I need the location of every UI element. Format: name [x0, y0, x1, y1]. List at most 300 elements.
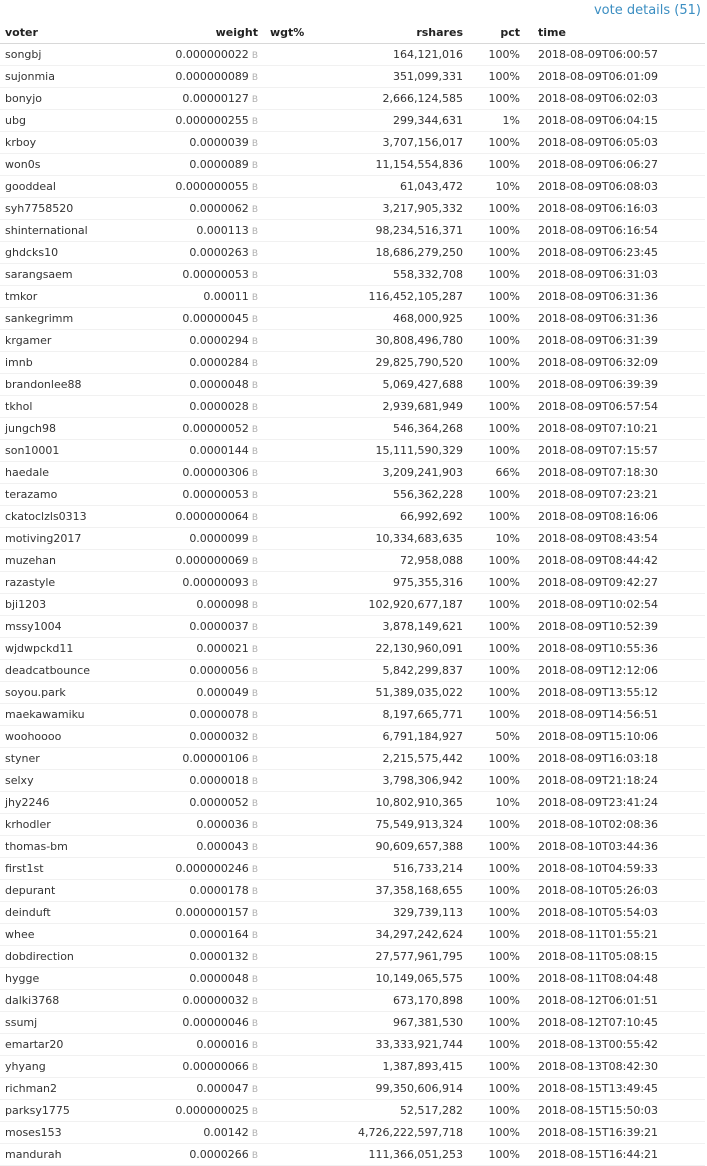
vote-weight: [140, 594, 258, 615]
vote-pct: 100%: [488, 1038, 520, 1051]
table-row: [0, 924, 705, 946]
table-row: [0, 308, 705, 330]
top-bar: [0, 0, 707, 22]
vote-weight: [140, 880, 258, 901]
wgt-pct: [258, 594, 318, 615]
vote-rshares: 34,297,242,624: [375, 928, 463, 941]
voter-name[interactable]: yhyang: [5, 1060, 46, 1073]
vote-pct: 100%: [488, 92, 520, 105]
table-row: [0, 330, 705, 352]
wgt-pct: [258, 154, 318, 175]
vote-rshares: 8,197,665,771: [382, 708, 463, 721]
vote-weight: [140, 638, 258, 659]
voter-name[interactable]: krhodler: [5, 818, 51, 831]
vote-time: 2018-08-09T09:42:27: [538, 576, 659, 589]
vote-rshares: 556,362,228: [393, 488, 463, 501]
vote-weight-value: 0.0000032: [189, 730, 249, 743]
wgt-pct: [258, 506, 318, 527]
vote-rshares: 673,170,898: [393, 994, 463, 1007]
vote-weight-value: 0.00142: [203, 1126, 249, 1139]
wgt-pct: [258, 374, 318, 395]
weight-unit-icon: B: [251, 1129, 258, 1139]
vote-weight: [140, 506, 258, 527]
vote-weight: [140, 286, 258, 307]
vote-rshares: 75,549,913,324: [375, 818, 463, 831]
vote-time: 2018-08-09T06:04:15: [538, 114, 659, 127]
vote-pct: 100%: [488, 576, 520, 589]
voter-name[interactable]: styner: [5, 752, 40, 765]
weight-unit-icon: B: [251, 1063, 258, 1073]
wgt-pct: [258, 726, 318, 747]
weight-unit-icon: B: [251, 755, 258, 765]
wgt-pct: [258, 792, 318, 813]
voter-name[interactable]: moses153: [5, 1126, 62, 1139]
vote-pct: 100%: [488, 158, 520, 171]
vote-weight-value: 0.0000039: [189, 136, 249, 149]
vote-time: 2018-08-09T14:56:51: [538, 708, 659, 721]
weight-unit-icon: B: [251, 1085, 258, 1095]
vote-weight-value: 0.00000106: [182, 752, 249, 765]
vote-weight: [140, 176, 258, 197]
vote-rshares: 61,043,472: [400, 180, 463, 193]
voter-name[interactable]: wjdwpckd11: [5, 642, 74, 655]
vote-pct: 100%: [488, 950, 520, 963]
voter-name[interactable]: first1st: [5, 862, 44, 875]
voter-name[interactable]: son10001: [5, 444, 60, 457]
wgt-pct: [258, 1056, 318, 1077]
vote-weight-value: 0.000000246: [175, 862, 249, 875]
vote-weight: [140, 462, 258, 483]
vote-pct: 100%: [488, 598, 520, 611]
table-row: [0, 902, 705, 924]
vote-weight: [140, 374, 258, 395]
voter-name[interactable]: thomas-bm: [5, 840, 68, 853]
weight-unit-icon: B: [251, 689, 258, 699]
vote-time: 2018-08-09T06:31:36: [538, 312, 659, 325]
voter-name[interactable]: shinternational: [5, 224, 88, 237]
voter-name[interactable]: deadcatbounce: [5, 664, 91, 677]
table-row: [0, 616, 705, 638]
table-row: [0, 242, 705, 264]
voter-name[interactable]: ubg: [5, 114, 26, 127]
vote-weight-value: 0.00000093: [182, 576, 249, 589]
weight-unit-icon: B: [251, 953, 258, 963]
vote-rshares: 2,215,575,442: [382, 752, 463, 765]
voter-name[interactable]: depurant: [5, 884, 56, 897]
table-row: [0, 176, 705, 198]
weight-unit-icon: B: [251, 975, 258, 985]
weight-unit-icon: B: [251, 887, 258, 897]
vote-time: 2018-08-09T06:31:03: [538, 268, 659, 281]
vote-weight: [140, 242, 258, 263]
vote-time: 2018-08-09T10:02:54: [538, 598, 659, 611]
wgt-pct: [258, 44, 318, 65]
wgt-pct: [258, 66, 318, 87]
weight-unit-icon: B: [251, 513, 258, 523]
vote-time: 2018-08-09T15:10:06: [538, 730, 659, 743]
vote-details-link[interactable]: vote details (51): [593, 3, 701, 18]
vote-weight-value: 0.0000089: [189, 158, 249, 171]
voter-name[interactable]: krgamer: [5, 334, 52, 347]
voter-name[interactable]: parksy1775: [5, 1104, 70, 1117]
vote-pct: 100%: [488, 1082, 520, 1095]
vote-weight-value: 0.0000056: [189, 664, 249, 677]
weight-unit-icon: B: [251, 161, 258, 171]
vote-rshares: 30,808,496,780: [375, 334, 463, 347]
voter-name[interactable]: tmkor: [5, 290, 38, 303]
table-row: [0, 1078, 705, 1100]
weight-unit-icon: B: [251, 909, 258, 919]
vote-pct: 100%: [488, 444, 520, 457]
voter-name[interactable]: ghdcks10: [5, 246, 59, 259]
vote-rshares: 10,802,910,365: [375, 796, 463, 809]
voter-name[interactable]: ckatoclzls0313: [5, 510, 87, 523]
vote-time: 2018-08-09T10:52:39: [538, 620, 659, 633]
vote-pct: 100%: [488, 840, 520, 853]
weight-unit-icon: B: [251, 997, 258, 1007]
vote-time: 2018-08-13T08:42:30: [538, 1060, 659, 1073]
vote-weight: [140, 946, 258, 967]
weight-unit-icon: B: [251, 381, 258, 391]
vote-pct: 100%: [488, 1126, 520, 1139]
vote-pct: 100%: [488, 774, 520, 787]
table-row: [0, 946, 705, 968]
vote-pct: 100%: [488, 818, 520, 831]
voter-name[interactable]: haedale: [5, 466, 50, 479]
wgt-pct: [258, 242, 318, 263]
vote-weight: [140, 396, 258, 417]
voter-name[interactable]: mandurah: [5, 1148, 62, 1161]
vote-pct: 100%: [488, 400, 520, 413]
voter-name[interactable]: sujonmia: [5, 70, 55, 83]
vote-rshares: 1,387,893,415: [382, 1060, 463, 1073]
vote-weight-value: 0.0000078: [189, 708, 249, 721]
col-header-time: time: [538, 26, 566, 39]
wgt-pct: [258, 396, 318, 417]
vote-time: 2018-08-09T06:23:45: [538, 246, 659, 259]
voter-name[interactable]: bonyjo: [5, 92, 42, 105]
vote-time: 2018-08-09T08:16:06: [538, 510, 659, 523]
vote-weight: [140, 1056, 258, 1077]
weight-unit-icon: B: [251, 843, 258, 853]
weight-unit-icon: B: [251, 711, 258, 721]
vote-weight: [140, 836, 258, 857]
vote-rshares: 3,878,149,621: [382, 620, 463, 633]
table-row: [0, 572, 705, 594]
vote-weight-value: 0.00000045: [182, 312, 249, 325]
vote-pct: 100%: [488, 136, 520, 149]
vote-weight-value: 0.000000025: [175, 1104, 249, 1117]
vote-weight-value: 0.00000046: [182, 1016, 249, 1029]
vote-weight-value: 0.000021: [196, 642, 249, 655]
vote-pct: 100%: [488, 48, 520, 61]
vote-weight-value: 0.000043: [196, 840, 249, 853]
table-row: [0, 396, 705, 418]
vote-time: 2018-08-09T06:31:36: [538, 290, 659, 303]
voter-name[interactable]: syh7758520: [5, 202, 74, 215]
wgt-pct: [258, 550, 318, 571]
voter-name[interactable]: bji1203: [5, 598, 47, 611]
vote-time: 2018-08-09T06:08:03: [538, 180, 659, 193]
vote-time: 2018-08-09T08:44:42: [538, 554, 659, 567]
table-row: [0, 286, 705, 308]
voter-name[interactable]: woohoooo: [5, 730, 62, 743]
vote-time: 2018-08-09T12:12:06: [538, 664, 659, 677]
vote-rshares: 3,798,306,942: [382, 774, 463, 787]
vote-weight-value: 0.00000053: [182, 488, 249, 501]
vote-weight: [140, 88, 258, 109]
vote-rshares: 33,333,921,744: [375, 1038, 463, 1051]
vote-time: 2018-08-13T00:55:42: [538, 1038, 659, 1051]
vote-weight-value: 0.00000127: [182, 92, 249, 105]
voter-name[interactable]: razastyle: [5, 576, 56, 589]
vote-time: 2018-08-11T01:55:21: [538, 928, 659, 941]
table-row: [0, 836, 705, 858]
table-row: [0, 880, 705, 902]
vote-weight: [140, 748, 258, 769]
vote-weight-value: 0.0000266: [189, 1148, 249, 1161]
wgt-pct: [258, 418, 318, 439]
voter-name[interactable]: dobdirection: [5, 950, 74, 963]
vote-time: 2018-08-09T23:41:24: [538, 796, 659, 809]
wgt-pct: [258, 1100, 318, 1121]
vote-time: 2018-08-09T06:02:03: [538, 92, 659, 105]
vote-weight: [140, 682, 258, 703]
wgt-pct: [258, 902, 318, 923]
vote-time: 2018-08-09T06:16:54: [538, 224, 659, 237]
vote-weight-value: 0.0000048: [189, 378, 249, 391]
vote-weight: [140, 902, 258, 923]
wgt-pct: [258, 198, 318, 219]
weight-unit-icon: B: [251, 337, 258, 347]
vote-weight-value: 0.00000066: [182, 1060, 249, 1073]
table-row: [0, 660, 705, 682]
vote-weight: [140, 770, 258, 791]
vote-rshares: 22,130,960,091: [375, 642, 463, 655]
wgt-pct: [258, 264, 318, 285]
votes-table: [0, 22, 705, 1166]
vote-time: 2018-08-09T07:15:57: [538, 444, 659, 457]
vote-time: 2018-08-10T03:44:36: [538, 840, 659, 853]
vote-weight: [140, 1100, 258, 1121]
wgt-pct: [258, 528, 318, 549]
vote-pct: 100%: [488, 1016, 520, 1029]
table-row: [0, 198, 705, 220]
weight-unit-icon: B: [251, 557, 258, 567]
vote-time: 2018-08-09T06:05:03: [538, 136, 659, 149]
table-row: [0, 1144, 705, 1166]
vote-weight: [140, 308, 258, 329]
vote-pct: 100%: [488, 70, 520, 83]
table-row: [0, 638, 705, 660]
table-row: [0, 792, 705, 814]
vote-pct: 100%: [488, 686, 520, 699]
vote-pct: 100%: [488, 884, 520, 897]
vote-time: 2018-08-15T16:39:21: [538, 1126, 659, 1139]
voter-name[interactable]: motiving2017: [5, 532, 82, 545]
vote-weight: [140, 528, 258, 549]
vote-time: 2018-08-09T07:23:21: [538, 488, 659, 501]
vote-weight-value: 0.0000062: [189, 202, 249, 215]
wgt-pct: [258, 286, 318, 307]
vote-rshares: 10,149,065,575: [375, 972, 463, 985]
weight-unit-icon: B: [251, 315, 258, 325]
vote-rshares: 99,350,606,914: [375, 1082, 463, 1095]
vote-pct: 10%: [495, 532, 520, 545]
vote-time: 2018-08-10T05:54:03: [538, 906, 659, 919]
table-row: [0, 264, 705, 286]
vote-weight-value: 0.000000022: [175, 48, 249, 61]
voter-name[interactable]: imnb: [5, 356, 33, 369]
vote-rshares: 546,364,268: [393, 422, 463, 435]
table-row: [0, 748, 705, 770]
vote-time: 2018-08-10T02:08:36: [538, 818, 659, 831]
voter-name[interactable]: emartar20: [5, 1038, 64, 1051]
vote-pct: 100%: [488, 488, 520, 501]
table-row: [0, 44, 705, 66]
voter-name[interactable]: dalki3768: [5, 994, 60, 1007]
voter-name[interactable]: sankegrimm: [5, 312, 74, 325]
vote-weight: [140, 264, 258, 285]
voter-name[interactable]: mssy1004: [5, 620, 62, 633]
vote-weight-value: 0.00000052: [182, 422, 249, 435]
wgt-pct: [258, 484, 318, 505]
vote-weight: [140, 1078, 258, 1099]
vote-weight: [140, 44, 258, 65]
voter-name[interactable]: krboy: [5, 136, 37, 149]
vote-rshares: 37,358,168,655: [375, 884, 463, 897]
vote-rshares: 299,344,631: [393, 114, 463, 127]
vote-pct: 100%: [488, 290, 520, 303]
wgt-pct: [258, 1012, 318, 1033]
voter-name[interactable]: songbj: [5, 48, 42, 61]
vote-rshares: 5,069,427,688: [382, 378, 463, 391]
vote-pct: 100%: [488, 972, 520, 985]
weight-unit-icon: B: [251, 95, 258, 105]
voter-name[interactable]: sarangsaem: [5, 268, 73, 281]
vote-weight-value: 0.0000284: [189, 356, 249, 369]
vote-pct: 10%: [495, 796, 520, 809]
vote-pct: 100%: [488, 928, 520, 941]
vote-weight-value: 0.000000157: [175, 906, 249, 919]
voter-name[interactable]: whee: [5, 928, 35, 941]
vote-weight: [140, 220, 258, 241]
voter-name[interactable]: deinduft: [5, 906, 51, 919]
vote-time: 2018-08-09T06:16:03: [538, 202, 659, 215]
vote-pct: 100%: [488, 378, 520, 391]
wgt-pct: [258, 220, 318, 241]
vote-weight-value: 0.0000132: [189, 950, 249, 963]
voter-name[interactable]: selxy: [5, 774, 34, 787]
vote-pct: 100%: [488, 224, 520, 237]
weight-unit-icon: B: [251, 293, 258, 303]
vote-pct: 100%: [488, 246, 520, 259]
table-header: [0, 22, 705, 44]
vote-weight: [140, 66, 258, 87]
table-row: [0, 484, 705, 506]
vote-weight-value: 0.000000069: [175, 554, 249, 567]
vote-rshares: 11,154,554,836: [375, 158, 463, 171]
vote-pct: 1%: [502, 114, 520, 127]
vote-rshares: 116,452,105,287: [368, 290, 463, 303]
wgt-pct: [258, 946, 318, 967]
vote-weight-value: 0.000000255: [175, 114, 249, 127]
vote-time: 2018-08-09T21:18:24: [538, 774, 659, 787]
vote-weight-value: 0.000000089: [175, 70, 249, 83]
weight-unit-icon: B: [251, 73, 258, 83]
table-row: [0, 110, 705, 132]
vote-weight: [140, 330, 258, 351]
vote-weight: [140, 440, 258, 461]
vote-weight: [140, 660, 258, 681]
weight-unit-icon: B: [251, 205, 258, 215]
vote-time: 2018-08-15T16:44:21: [538, 1148, 659, 1161]
table-row: [0, 220, 705, 242]
voter-name[interactable]: maekawamiku: [5, 708, 85, 721]
vote-rshares: 164,121,016: [393, 48, 463, 61]
col-header-voter: voter: [5, 26, 38, 39]
wgt-pct: [258, 704, 318, 725]
vote-time: 2018-08-09T08:43:54: [538, 532, 659, 545]
voter-name[interactable]: brandonlee88: [5, 378, 82, 391]
vote-weight: [140, 814, 258, 835]
voter-name[interactable]: gooddeal: [5, 180, 56, 193]
vote-rshares: 98,234,516,371: [375, 224, 463, 237]
voter-name[interactable]: muzehan: [5, 554, 56, 567]
vote-rshares: 6,791,184,927: [382, 730, 463, 743]
voter-name[interactable]: hygge: [5, 972, 40, 985]
voter-name[interactable]: richman2: [5, 1082, 58, 1095]
voter-name[interactable]: won0s: [5, 158, 41, 171]
col-header-pct: pct: [500, 26, 520, 39]
table-row: [0, 726, 705, 748]
vote-time: 2018-08-09T06:57:54: [538, 400, 659, 413]
vote-weight-value: 0.0000037: [189, 620, 249, 633]
voter-name[interactable]: terazamo: [5, 488, 58, 501]
vote-rshares: 329,739,113: [393, 906, 463, 919]
vote-rshares: 27,577,961,795: [375, 950, 463, 963]
vote-time: 2018-08-09T13:55:12: [538, 686, 659, 699]
table-row: [0, 528, 705, 550]
table-row: [0, 1100, 705, 1122]
table-row: [0, 1056, 705, 1078]
voter-name[interactable]: jungch98: [5, 422, 56, 435]
voter-name[interactable]: ssumj: [5, 1016, 38, 1029]
vote-weight: [140, 704, 258, 725]
weight-unit-icon: B: [251, 645, 258, 655]
vote-weight-value: 0.000000055: [175, 180, 249, 193]
wgt-pct: [258, 814, 318, 835]
table-row: [0, 1034, 705, 1056]
table-row: [0, 440, 705, 462]
vote-rshares: 4,726,222,597,718: [358, 1126, 463, 1139]
weight-unit-icon: B: [251, 249, 258, 259]
col-header-rshares: rshares: [416, 26, 463, 39]
vote-weight-value: 0.0000178: [189, 884, 249, 897]
vote-weight: [140, 1012, 258, 1033]
table-row: [0, 154, 705, 176]
vote-rshares: 90,609,657,388: [375, 840, 463, 853]
voter-name[interactable]: tkhol: [5, 400, 33, 413]
voter-name[interactable]: jhy2246: [5, 796, 50, 809]
vote-weight-value: 0.000098: [196, 598, 249, 611]
vote-pct: 100%: [488, 752, 520, 765]
voter-name[interactable]: soyou.park: [5, 686, 66, 699]
wgt-pct: [258, 308, 318, 329]
table-row: [0, 704, 705, 726]
vote-rshares: 51,389,035,022: [375, 686, 463, 699]
vote-weight: [140, 110, 258, 131]
